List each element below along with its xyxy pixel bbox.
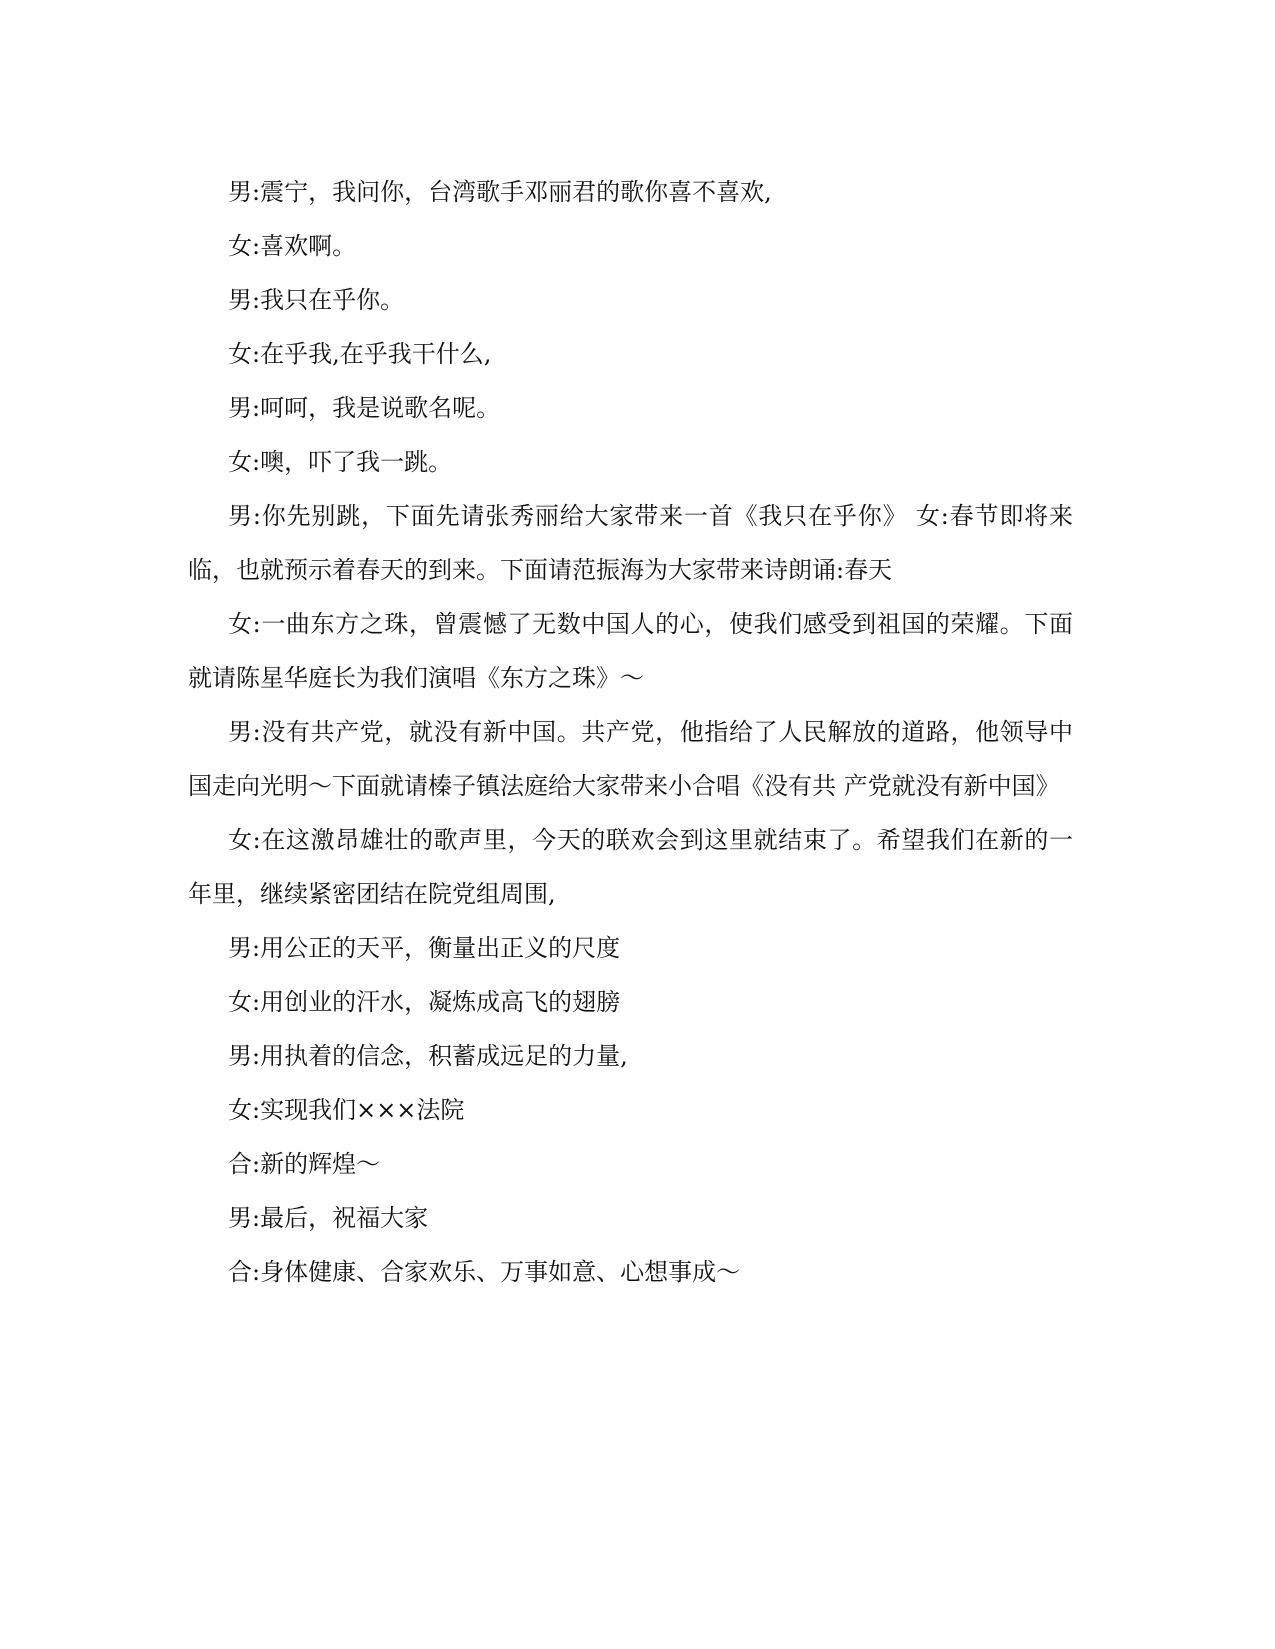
dialogue-line-6: 女:噢，吓了我一跳。: [228, 448, 453, 476]
dialogue-line-15: 合:新的辉煌～: [228, 1150, 381, 1178]
dialogue-line-7: 男:你先别跳，下面先请张秀丽给大家带来一首《我只在乎你》 女:春节即将来临，也就预示着春天的到来。下面请范振海为大家带来诗朗诵:春天: [188, 502, 1073, 584]
dialogue-line-4: 女:在乎我,在乎我干什么,: [228, 340, 492, 368]
dialogue-line-5: 男:呵呵，我是说歌名呢。: [228, 394, 501, 422]
dialogue-line-13: 男:用执着的信念，积蓄成远足的力量,: [228, 1042, 628, 1070]
dialogue-line-8: 女:一曲东方之珠，曾震憾了无数中国人的心，使我们感受到祖国的荣耀。下面就请陈星华庭长为我们演唱《东方之珠》～: [188, 610, 1073, 692]
dialogue-line-16: 男:最后，祝福大家: [228, 1204, 429, 1232]
dialogue-line-2: 女:喜欢啊。: [228, 232, 357, 260]
dialogue-line-1: 男:震宁，我问你，台湾歌手邓丽君的歌你喜不喜欢,: [228, 178, 772, 206]
dialogue-line-10: 女:在这激昂雄壮的歌声里，今天的联欢会到这里就结束了。希望我们在新的一年里，继续紧密团结在院党组周围,: [188, 826, 1073, 908]
dialogue-line-9: 男:没有共产党，就没有新中国。共产党，他指给了人民解放的道路，他领导中国走向光明～下面就请榛子镇法庭给大家带来小合唱《没有共 产党就没有新中国》: [188, 718, 1073, 800]
dialogue-line-3: 男:我只在乎你。: [228, 286, 405, 314]
dialogue-line-11: 男:用公正的天平，衡量出正义的尺度: [228, 934, 621, 962]
dialogue-line-12: 女:用创业的汗水，凝炼成高飞的翅膀: [228, 988, 621, 1016]
dialogue-line-17: 合:身体健康、合家欢乐、万事如意、心想事成～: [228, 1258, 741, 1286]
dialogue-line-14: 女:实现我们×××法院: [228, 1096, 465, 1124]
document-body: [188, 165, 1073, 1299]
